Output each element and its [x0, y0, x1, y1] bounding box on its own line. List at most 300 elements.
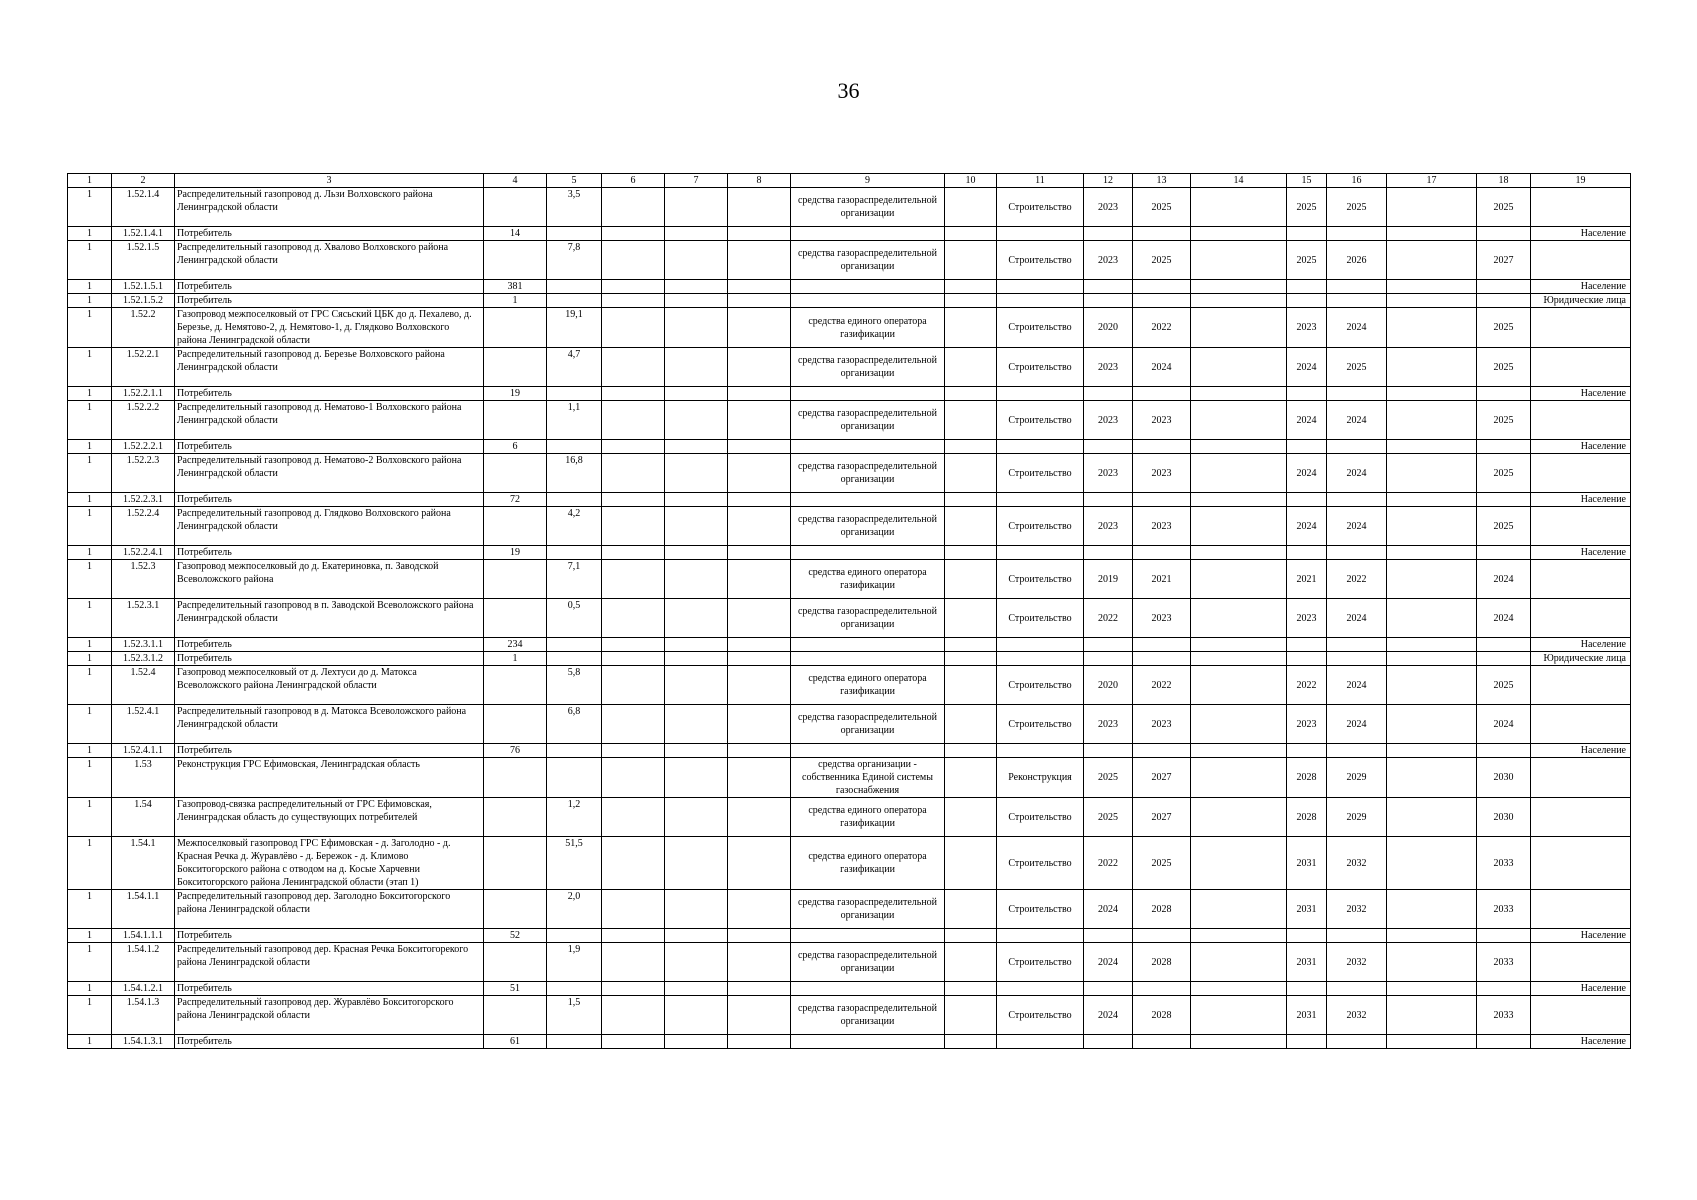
empty-cell	[1191, 348, 1287, 387]
cell-col-19	[1531, 308, 1631, 348]
cell-col-16: 2022	[1327, 560, 1387, 599]
empty-cell	[945, 401, 997, 440]
cell-col-1: 1	[68, 546, 112, 560]
cell-col-15: 2024	[1287, 348, 1327, 387]
cell-col-12: 2022	[1084, 599, 1133, 638]
empty-cell	[1387, 387, 1477, 401]
cell-col-2: 1.52.1.5.2	[112, 294, 175, 308]
page-number: 36	[837, 78, 860, 103]
cell-col-4	[484, 454, 547, 493]
cell-col-1: 1	[68, 348, 112, 387]
empty-cell	[945, 890, 997, 929]
cell-col-19: Население	[1531, 280, 1631, 294]
cell-col-13: 2021	[1133, 560, 1191, 599]
empty-cell	[1191, 454, 1287, 493]
cell-col-11	[997, 227, 1084, 241]
empty-cell	[665, 546, 728, 560]
cell-col-9: средства единого оператора газификации	[791, 798, 945, 837]
cell-col-16: 2025	[1327, 188, 1387, 227]
cell-col-3: Потребитель	[175, 227, 484, 241]
cell-col-12	[1084, 546, 1133, 560]
empty-cell	[602, 493, 665, 507]
empty-cell	[728, 241, 791, 280]
column-header-18: 18	[1477, 174, 1531, 188]
empty-cell	[728, 294, 791, 308]
empty-cell	[1191, 705, 1287, 744]
cell-col-11: Строительство	[997, 348, 1084, 387]
cell-col-9	[791, 744, 945, 758]
cell-col-18: 2030	[1477, 798, 1531, 837]
cell-col-1: 1	[68, 666, 112, 705]
cell-col-12: 2024	[1084, 996, 1133, 1035]
empty-cell	[945, 758, 997, 798]
cell-col-19: Население	[1531, 744, 1631, 758]
cell-col-1: 1	[68, 560, 112, 599]
cell-col-16: 2032	[1327, 837, 1387, 890]
empty-cell	[1387, 560, 1477, 599]
cell-col-9: средства единого оператора газификации	[791, 837, 945, 890]
empty-cell	[728, 188, 791, 227]
cell-col-15: 2024	[1287, 507, 1327, 546]
cell-col-19	[1531, 348, 1631, 387]
cell-col-15: 2024	[1287, 401, 1327, 440]
empty-cell	[665, 996, 728, 1035]
empty-cell	[728, 798, 791, 837]
cell-col-13: 2024	[1133, 348, 1191, 387]
cell-col-12: 2023	[1084, 241, 1133, 280]
cell-col-15: 2031	[1287, 996, 1327, 1035]
cell-col-3: Потребитель	[175, 652, 484, 666]
cell-col-16: 2029	[1327, 798, 1387, 837]
empty-cell	[945, 188, 997, 227]
empty-cell	[665, 227, 728, 241]
cell-col-15	[1287, 638, 1327, 652]
cell-col-1: 1	[68, 929, 112, 943]
column-header-9: 9	[791, 174, 945, 188]
cell-col-19	[1531, 507, 1631, 546]
cell-col-2: 1.52.2.4.1	[112, 546, 175, 560]
cell-col-15	[1287, 744, 1327, 758]
cell-col-4	[484, 837, 547, 890]
cell-col-16	[1327, 638, 1387, 652]
cell-col-19: Юридические лица	[1531, 294, 1631, 308]
cell-col-19: Население	[1531, 546, 1631, 560]
empty-cell	[728, 996, 791, 1035]
cell-col-11: Строительство	[997, 188, 1084, 227]
empty-cell	[1191, 652, 1287, 666]
cell-col-19	[1531, 599, 1631, 638]
cell-col-18: 2025	[1477, 666, 1531, 705]
cell-col-16	[1327, 227, 1387, 241]
empty-cell	[728, 493, 791, 507]
empty-cell	[665, 348, 728, 387]
cell-col-1: 1	[68, 890, 112, 929]
empty-cell	[945, 546, 997, 560]
cell-col-2: 1.54	[112, 798, 175, 837]
cell-col-13	[1133, 294, 1191, 308]
empty-cell	[1191, 758, 1287, 798]
column-header-2: 2	[112, 174, 175, 188]
cell-col-9: средства единого оператора газификации	[791, 560, 945, 599]
cell-col-12: 2023	[1084, 348, 1133, 387]
column-header-19: 19	[1531, 174, 1631, 188]
empty-cell	[728, 982, 791, 996]
cell-col-1: 1	[68, 507, 112, 546]
cell-col-5	[547, 546, 602, 560]
empty-cell	[1387, 188, 1477, 227]
empty-cell	[1191, 996, 1287, 1035]
empty-cell	[1191, 546, 1287, 560]
cell-col-16	[1327, 294, 1387, 308]
cell-col-16	[1327, 493, 1387, 507]
cell-col-11: Строительство	[997, 401, 1084, 440]
cell-col-1: 1	[68, 294, 112, 308]
empty-cell	[665, 744, 728, 758]
cell-col-3: Потребитель	[175, 294, 484, 308]
empty-cell	[665, 1035, 728, 1049]
empty-cell	[602, 982, 665, 996]
table-row	[68, 188, 1631, 227]
cell-col-16: 2024	[1327, 507, 1387, 546]
column-header-12: 12	[1084, 174, 1133, 188]
cell-col-11: Строительство	[997, 507, 1084, 546]
empty-cell	[602, 798, 665, 837]
cell-col-11	[997, 546, 1084, 560]
empty-cell	[1387, 890, 1477, 929]
cell-col-18: 2025	[1477, 188, 1531, 227]
empty-cell	[1387, 280, 1477, 294]
table-row	[68, 493, 1631, 507]
cell-col-18	[1477, 652, 1531, 666]
empty-cell	[945, 929, 997, 943]
cell-col-3: Реконструкция ГРС Ефимовская, Ленинградская область	[175, 758, 484, 798]
cell-col-19: Население	[1531, 387, 1631, 401]
cell-col-3: Распределительный газопровод дер. Красная Речка Бокситогорекого района Ленинградской области	[175, 943, 484, 982]
cell-col-13	[1133, 546, 1191, 560]
cell-col-19: Население	[1531, 929, 1631, 943]
empty-cell	[945, 1035, 997, 1049]
cell-col-5: 51,5	[547, 837, 602, 890]
empty-cell	[1387, 837, 1477, 890]
cell-col-12	[1084, 493, 1133, 507]
cell-col-15	[1287, 294, 1327, 308]
cell-col-15: 2023	[1287, 599, 1327, 638]
cell-col-19: Население	[1531, 227, 1631, 241]
cell-col-18	[1477, 440, 1531, 454]
cell-col-4	[484, 758, 547, 798]
cell-col-9	[791, 227, 945, 241]
empty-cell	[1191, 440, 1287, 454]
cell-col-2: 1.52.2.2.1	[112, 440, 175, 454]
cell-col-15: 2023	[1287, 308, 1327, 348]
cell-col-16: 2029	[1327, 758, 1387, 798]
empty-cell	[602, 890, 665, 929]
cell-col-19	[1531, 241, 1631, 280]
cell-col-1: 1	[68, 280, 112, 294]
cell-col-11: Строительство	[997, 308, 1084, 348]
empty-cell	[728, 227, 791, 241]
empty-cell	[1191, 308, 1287, 348]
empty-cell	[665, 493, 728, 507]
cell-col-5: 7,8	[547, 241, 602, 280]
cell-col-9	[791, 1035, 945, 1049]
column-header-1: 1	[68, 174, 112, 188]
empty-cell	[1191, 929, 1287, 943]
cell-col-1: 1	[68, 996, 112, 1035]
table-body	[68, 188, 1631, 1049]
cell-col-19	[1531, 943, 1631, 982]
empty-cell	[728, 599, 791, 638]
cell-col-4: 1	[484, 294, 547, 308]
cell-col-2: 1.52.2.4	[112, 507, 175, 546]
empty-cell	[602, 227, 665, 241]
cell-col-11	[997, 387, 1084, 401]
cell-col-16	[1327, 929, 1387, 943]
cell-col-3: Газопровод межпоселковый от д. Лехтуси до д. Матокса Всеволожского района Ленинградской области	[175, 666, 484, 705]
cell-col-3: Потребитель	[175, 440, 484, 454]
cell-col-3: Потребитель	[175, 982, 484, 996]
cell-col-9	[791, 294, 945, 308]
cell-col-15: 2025	[1287, 188, 1327, 227]
empty-cell	[602, 440, 665, 454]
cell-col-1: 1	[68, 454, 112, 493]
empty-cell	[945, 666, 997, 705]
empty-cell	[945, 705, 997, 744]
empty-cell	[602, 943, 665, 982]
cell-col-11	[997, 440, 1084, 454]
cell-col-13: 2023	[1133, 705, 1191, 744]
empty-cell	[665, 798, 728, 837]
cell-col-11	[997, 294, 1084, 308]
cell-col-9	[791, 280, 945, 294]
column-header-13: 13	[1133, 174, 1191, 188]
empty-cell	[728, 401, 791, 440]
cell-col-1: 1	[68, 387, 112, 401]
cell-col-18	[1477, 982, 1531, 996]
cell-col-13	[1133, 280, 1191, 294]
cell-col-11	[997, 638, 1084, 652]
cell-col-12	[1084, 1035, 1133, 1049]
table-header	[68, 174, 1631, 188]
cell-col-3: Газопровод межпоселковый от ГРС Сясьский ЦБК до д. Пехалево, д. Березье, д. Немятово-2, д. Немятово-1, д. Глядково Волховского района Ленинградской области	[175, 308, 484, 348]
empty-cell	[602, 666, 665, 705]
cell-col-3: Газопровод-связка распределительный от ГРС Ефимовская, Ленинградская область до существующих потребителей	[175, 798, 484, 837]
empty-cell	[728, 890, 791, 929]
empty-cell	[1191, 280, 1287, 294]
cell-col-5: 6,8	[547, 705, 602, 744]
cell-col-16: 2024	[1327, 454, 1387, 493]
empty-cell	[1387, 652, 1477, 666]
cell-col-18: 2025	[1477, 348, 1531, 387]
empty-cell	[1387, 798, 1477, 837]
cell-col-5	[547, 758, 602, 798]
column-header-3: 3	[175, 174, 484, 188]
cell-col-13	[1133, 744, 1191, 758]
cell-col-3: Распределительный газопровод дер. Заголодно Бокситогорского района Ленинградской области	[175, 890, 484, 929]
cell-col-16	[1327, 652, 1387, 666]
empty-cell	[665, 560, 728, 599]
empty-cell	[665, 188, 728, 227]
cell-col-3: Потребитель	[175, 546, 484, 560]
empty-cell	[665, 454, 728, 493]
cell-col-18	[1477, 493, 1531, 507]
empty-cell	[665, 982, 728, 996]
cell-col-5: 5,8	[547, 666, 602, 705]
cell-col-19	[1531, 996, 1631, 1035]
table-row	[68, 890, 1631, 929]
cell-col-13	[1133, 638, 1191, 652]
empty-cell	[1191, 943, 1287, 982]
cell-col-16: 2032	[1327, 943, 1387, 982]
empty-cell	[602, 560, 665, 599]
cell-col-5	[547, 982, 602, 996]
cell-col-4: 1	[484, 652, 547, 666]
cell-col-9: средства газораспределительной организации	[791, 401, 945, 440]
cell-col-18: 2024	[1477, 560, 1531, 599]
cell-col-5	[547, 280, 602, 294]
empty-cell	[602, 188, 665, 227]
empty-cell	[945, 294, 997, 308]
cell-col-3: Потребитель	[175, 929, 484, 943]
cell-col-4: 381	[484, 280, 547, 294]
cell-col-1: 1	[68, 943, 112, 982]
cell-col-11: Строительство	[997, 943, 1084, 982]
cell-col-1: 1	[68, 758, 112, 798]
cell-col-18: 2024	[1477, 599, 1531, 638]
empty-cell	[602, 929, 665, 943]
cell-col-9	[791, 546, 945, 560]
cell-col-11: Строительство	[997, 241, 1084, 280]
empty-cell	[945, 348, 997, 387]
cell-col-18: 2033	[1477, 996, 1531, 1035]
cell-col-15	[1287, 440, 1327, 454]
cell-col-9	[791, 638, 945, 652]
table-row	[68, 546, 1631, 560]
empty-cell	[602, 638, 665, 652]
cell-col-16	[1327, 744, 1387, 758]
cell-col-9	[791, 493, 945, 507]
cell-col-16: 2024	[1327, 401, 1387, 440]
cell-col-4	[484, 705, 547, 744]
cell-col-2: 1.54.1.3	[112, 996, 175, 1035]
cell-col-3: Распределительный газопровод д. Нематово-1 Волховского района Ленинградской области	[175, 401, 484, 440]
cell-col-13: 2028	[1133, 890, 1191, 929]
cell-col-9: средства газораспределительной организации	[791, 241, 945, 280]
cell-col-4: 72	[484, 493, 547, 507]
cell-col-18: 2033	[1477, 837, 1531, 890]
cell-col-3: Распределительный газопровод д. Хвалово Волховского района Ленинградской области	[175, 241, 484, 280]
cell-col-3: Распределительный газопровод д. Нематово-2 Волховского района Ленинградской области	[175, 454, 484, 493]
cell-col-4	[484, 401, 547, 440]
table-row	[68, 638, 1631, 652]
cell-col-13	[1133, 387, 1191, 401]
table-row	[68, 308, 1631, 348]
cell-col-12	[1084, 929, 1133, 943]
cell-col-19	[1531, 890, 1631, 929]
cell-col-2: 1.54.1.3.1	[112, 1035, 175, 1049]
cell-col-2: 1.52.4.1	[112, 705, 175, 744]
cell-col-1: 1	[68, 440, 112, 454]
cell-col-12: 2023	[1084, 705, 1133, 744]
empty-cell	[728, 387, 791, 401]
cell-col-4: 76	[484, 744, 547, 758]
cell-col-1: 1	[68, 493, 112, 507]
empty-cell	[1191, 560, 1287, 599]
cell-col-11	[997, 744, 1084, 758]
cell-col-13	[1133, 982, 1191, 996]
empty-cell	[945, 440, 997, 454]
cell-col-2: 1.54.1.1	[112, 890, 175, 929]
table-row	[68, 227, 1631, 241]
cell-col-5: 1,9	[547, 943, 602, 982]
cell-col-16: 2026	[1327, 241, 1387, 280]
table-row	[68, 929, 1631, 943]
empty-cell	[728, 638, 791, 652]
cell-col-4	[484, 666, 547, 705]
cell-col-13: 2025	[1133, 837, 1191, 890]
cell-col-13: 2022	[1133, 308, 1191, 348]
column-header-5: 5	[547, 174, 602, 188]
cell-col-9: средства организации - собственника Единой системы газоснабжения	[791, 758, 945, 798]
cell-col-1: 1	[68, 638, 112, 652]
cell-col-2: 1.52.2.2	[112, 401, 175, 440]
cell-col-15: 2028	[1287, 758, 1327, 798]
cell-col-13: 2028	[1133, 943, 1191, 982]
cell-col-4: 52	[484, 929, 547, 943]
cell-col-12	[1084, 387, 1133, 401]
cell-col-16: 2024	[1327, 666, 1387, 705]
cell-col-19	[1531, 705, 1631, 744]
cell-col-3: Потребитель	[175, 280, 484, 294]
empty-cell	[945, 280, 997, 294]
empty-cell	[945, 982, 997, 996]
table-row	[68, 599, 1631, 638]
cell-col-13: 2027	[1133, 758, 1191, 798]
cell-col-1: 1	[68, 837, 112, 890]
cell-col-2: 1.54.1.2	[112, 943, 175, 982]
cell-col-15: 2031	[1287, 943, 1327, 982]
cell-col-11: Строительство	[997, 599, 1084, 638]
empty-cell	[1387, 996, 1477, 1035]
cell-col-12	[1084, 638, 1133, 652]
cell-col-12	[1084, 227, 1133, 241]
cell-col-5	[547, 1035, 602, 1049]
empty-cell	[665, 507, 728, 546]
cell-col-18	[1477, 1035, 1531, 1049]
cell-col-18: 2025	[1477, 308, 1531, 348]
empty-cell	[665, 837, 728, 890]
cell-col-15: 2028	[1287, 798, 1327, 837]
cell-col-11: Строительство	[997, 454, 1084, 493]
cell-col-19	[1531, 837, 1631, 890]
cell-col-19: Население	[1531, 982, 1631, 996]
cell-col-11: Строительство	[997, 837, 1084, 890]
cell-col-13: 2023	[1133, 454, 1191, 493]
empty-cell	[945, 507, 997, 546]
empty-cell	[945, 560, 997, 599]
cell-col-13: 2025	[1133, 241, 1191, 280]
cell-col-13: 2025	[1133, 188, 1191, 227]
empty-cell	[945, 599, 997, 638]
empty-cell	[945, 387, 997, 401]
column-header-16: 16	[1327, 174, 1387, 188]
cell-col-15: 2022	[1287, 666, 1327, 705]
empty-cell	[945, 837, 997, 890]
cell-col-5: 1,5	[547, 996, 602, 1035]
table-row	[68, 560, 1631, 599]
cell-col-5: 7,1	[547, 560, 602, 599]
empty-cell	[945, 638, 997, 652]
